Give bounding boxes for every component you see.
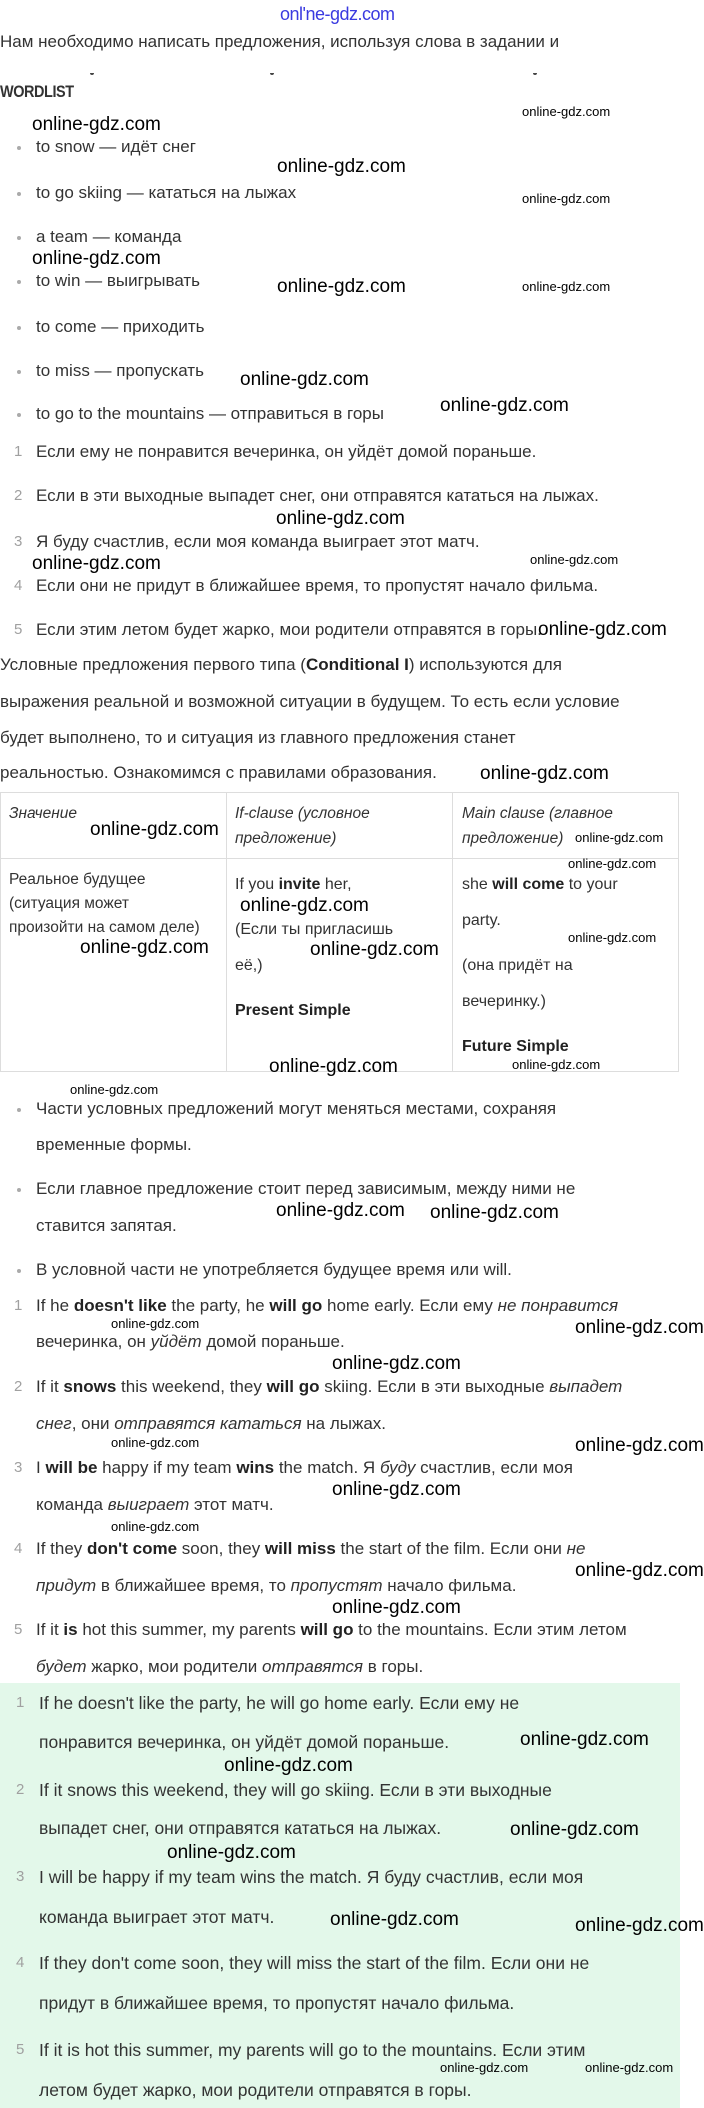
example-line — [36, 1576, 516, 1596]
watermark: online-gdz.com — [575, 1560, 704, 1581]
bold-text: is — [63, 1620, 78, 1639]
bullet-icon — [17, 146, 21, 150]
bold-text: don't come — [87, 1539, 178, 1558]
bold-text: will come — [492, 876, 565, 893]
example-line — [36, 1657, 423, 1677]
header-main-clause: Main clause (главное — [462, 805, 613, 822]
text-segment: If you — [235, 876, 279, 893]
watermark: online-gdz.com — [440, 395, 569, 416]
text-segment: skiing. Если в эти выходные — [319, 1377, 550, 1396]
cell-main-clause — [462, 1037, 569, 1057]
bullet-icon — [17, 192, 21, 196]
bullet-icon — [17, 1188, 21, 1192]
watermark: online-gdz.com — [80, 937, 209, 958]
watermark: online-gdz.com — [575, 1915, 704, 1936]
rule-item-line: В условной части не употребляется будущее время или will. — [36, 1260, 512, 1279]
text-segment: If it — [36, 1377, 64, 1396]
clipped-text — [270, 70, 274, 75]
text-segment: she — [462, 876, 493, 893]
text-segment: на лыжах. — [301, 1414, 387, 1433]
italic-text: не понравится — [497, 1296, 619, 1315]
text-segment: вечеринка, он — [36, 1332, 151, 1351]
watermark: online-gdz.com — [568, 856, 657, 871]
watermark-top: onl'ne-gdz.com — [280, 4, 395, 24]
italic-text: выиграет — [107, 1495, 190, 1514]
italic-text: не — [566, 1539, 586, 1558]
text-segment: party. — [462, 912, 501, 929]
translation-item: Я буду счастлив, если моя команда выиграет этот матч. — [36, 532, 480, 551]
item-number: 1 — [14, 443, 23, 460]
bold-text: invite — [278, 876, 321, 893]
answer-line: If he doesn't like the party, he will go home early. Если ему не — [39, 1693, 520, 1713]
italic-text: снег — [36, 1414, 72, 1433]
cell-main-clause — [462, 992, 546, 1012]
italic-text: будет — [36, 1657, 87, 1676]
text-segment: the match. Я — [274, 1458, 380, 1477]
cell-if-clause — [235, 956, 263, 976]
watermark: online-gdz.com — [240, 895, 369, 916]
text-segment: If it — [36, 1620, 64, 1639]
watermark: online-gdz.com — [111, 1435, 200, 1450]
item-number: 3 — [16, 1868, 25, 1885]
paragraph-line — [0, 655, 562, 675]
wordlist-heading: WORDLIST — [0, 82, 74, 101]
text-segment: If they — [36, 1539, 88, 1558]
text-segment: hot this summer, my parents — [77, 1620, 301, 1639]
watermark: online-gdz.com — [520, 1729, 649, 1750]
text-segment: this weekend, they — [116, 1377, 267, 1396]
wordlist-item: to go skiing — кататься на лыжах — [36, 183, 297, 202]
header-meaning: Значение — [9, 805, 78, 822]
example-line — [36, 1332, 345, 1352]
bold-text: wins — [236, 1458, 275, 1477]
watermark: online-gdz.com — [167, 1842, 296, 1863]
item-number: 1 — [16, 1694, 25, 1711]
example-line — [36, 1296, 618, 1316]
wordlist-item: to snow — идёт снег — [36, 137, 196, 156]
watermark: online-gdz.com — [240, 369, 369, 390]
cell-main-clause — [462, 911, 501, 931]
item-number: 5 — [16, 2041, 25, 2058]
clipped-text — [533, 70, 537, 75]
bold-text: Conditional I — [305, 655, 409, 674]
watermark: online-gdz.com — [510, 1819, 639, 1840]
bullet-icon — [17, 1269, 21, 1273]
italic-text: пропустят — [290, 1576, 383, 1595]
intro-text: Нам необходимо написать предложения, используя слова в задании и — [0, 32, 560, 51]
example-line — [36, 1377, 622, 1397]
watermark: online-gdz.com — [522, 191, 611, 206]
rule-item-line: Если главное предложение стоит перед зависимым, между ними не — [36, 1179, 576, 1198]
text-segment: to your — [564, 876, 618, 893]
bold-text: will go — [269, 1296, 323, 1315]
watermark: online-gdz.com — [585, 2060, 674, 2075]
watermark: online-gdz.com — [269, 1056, 398, 1077]
italic-text: отправятся кататься — [114, 1414, 302, 1433]
item-number: 4 — [16, 1954, 25, 1971]
item-number: 2 — [14, 487, 23, 504]
wordlist-item: to win — выигрывать — [36, 271, 201, 290]
header-if-clause: предложение) — [235, 830, 337, 847]
rule-item-line: Части условных предложений могут меняться местами, сохраняя — [36, 1099, 557, 1118]
watermark: online-gdz.com — [332, 1479, 461, 1500]
watermark: online-gdz.com — [332, 1353, 461, 1374]
paragraph-line — [0, 763, 437, 783]
clipped-text — [90, 70, 94, 75]
watermark: online-gdz.com — [430, 1202, 559, 1223]
watermark: online-gdz.com — [276, 508, 405, 529]
watermark: online-gdz.com — [575, 830, 664, 845]
watermark: online-gdz.com — [32, 553, 161, 574]
text-segment: Условные предложения первого типа ( — [0, 655, 306, 674]
text-segment: (Если ты пригласишь — [235, 921, 394, 938]
cell-meaning: Реальное будущее — [9, 871, 146, 888]
cell-meaning: (ситуация может — [9, 895, 129, 912]
translation-item: Если они не придут в ближайшее время, то пропустят начало фильма. — [36, 576, 599, 595]
item-number: 1 — [14, 1297, 23, 1314]
text-segment: If he — [36, 1296, 74, 1315]
item-number: 2 — [14, 1378, 23, 1395]
answer-line: I will be happy if my team wins the match. Я буду счастлив, если моя — [39, 1867, 584, 1887]
watermark: online-gdz.com — [512, 1057, 601, 1072]
bold-text: Present Simple — [235, 1002, 351, 1019]
bold-text: will miss — [264, 1539, 336, 1558]
watermark: online-gdz.com — [538, 619, 667, 640]
text-segment: этот матч. — [189, 1495, 274, 1514]
cell-if-clause — [235, 1001, 351, 1021]
answer-line: If it snows this weekend, they will go skiing. Если в эти выходные — [39, 1780, 552, 1800]
bullet-icon — [17, 236, 21, 240]
cell-if-clause — [235, 920, 393, 940]
example-line — [36, 1539, 585, 1559]
answer-line: понравится вечеринка, он уйдёт домой пораньше. — [39, 1732, 450, 1752]
text-segment: her, — [320, 876, 352, 893]
text-segment: жарко, мои родители — [86, 1657, 262, 1676]
example-line — [36, 1620, 627, 1640]
watermark: online-gdz.com — [330, 1909, 459, 1930]
example-line — [36, 1414, 386, 1434]
wordlist-item: a team — команда — [36, 227, 182, 246]
text-segment: the party, he — [166, 1296, 270, 1315]
example-line — [36, 1495, 274, 1515]
text-segment: happy if my team — [97, 1458, 237, 1477]
italic-text: буду — [379, 1458, 416, 1477]
watermark: online-gdz.com — [70, 1082, 159, 1097]
bullet-icon — [17, 1108, 21, 1112]
watermark: online-gdz.com — [277, 276, 406, 297]
watermark: online-gdz.com — [575, 1435, 704, 1456]
translation-item: Если ему не понравится вечеринка, он уйдёт домой пораньше. — [36, 442, 537, 461]
bold-text: will go — [266, 1377, 320, 1396]
text-segment: home early. Если ему — [322, 1296, 498, 1315]
answer-line: If they don't come soon, they will miss the start of the film. Если они не — [39, 1953, 590, 1973]
translation-item: Если этим летом будет жарко, мои родители отправятся в горы. — [36, 620, 542, 639]
text-segment: её,) — [235, 957, 263, 974]
header-if-clause: If-clause (условное — [235, 805, 370, 822]
answer-line: выпадет снег, они отправятся кататься на лыжах. — [39, 1818, 442, 1838]
text-segment: будет выполнено, то и ситуация из главного предложения станет — [0, 728, 516, 747]
watermark: online-gdz.com — [440, 2060, 529, 2075]
watermark: online-gdz.com — [32, 114, 161, 135]
column-divider — [226, 793, 227, 1071]
answer-line: команда выиграет этот матч. — [39, 1907, 275, 1927]
rule-item-line: временные формы. — [36, 1135, 192, 1154]
watermark: online-gdz.com — [575, 1317, 704, 1338]
italic-text: придут — [36, 1576, 97, 1595]
item-number: 4 — [14, 577, 23, 594]
answer-line: придут в ближайшее время, то пропустят начало фильма. — [39, 1993, 515, 2013]
bold-text: will go — [300, 1620, 354, 1639]
watermark: online-gdz.com — [111, 1519, 200, 1534]
paragraph-line — [0, 728, 515, 748]
cell-main-clause — [462, 956, 573, 976]
bold-text: will be — [45, 1458, 98, 1477]
cell-meaning: произойти на самом деле) — [9, 919, 200, 936]
answer-line: If it is hot this summer, my parents will go to the mountains. Если этим — [39, 2040, 586, 2060]
text-segment: вечеринку.) — [462, 993, 546, 1010]
header-main-clause: предложение) — [462, 830, 564, 847]
watermark: online-gdz.com — [530, 552, 619, 567]
italic-text: отправятся — [262, 1657, 364, 1676]
text-segment: ) используются для — [408, 655, 562, 674]
paragraph-line — [0, 692, 620, 712]
text-segment: выражения реальной и возможной ситуации в будущем. То есть если условие — [0, 692, 620, 711]
wordlist-item: to miss — пропускать — [36, 361, 204, 380]
text-segment: в горы. — [363, 1657, 424, 1676]
watermark: online-gdz.com — [277, 156, 406, 177]
watermark: online-gdz.com — [310, 939, 439, 960]
watermark: online-gdz.com — [522, 279, 611, 294]
example-line — [36, 1458, 573, 1478]
cell-main-clause — [462, 875, 618, 895]
watermark: online-gdz.com — [111, 1316, 200, 1331]
text-segment: , они — [71, 1414, 115, 1433]
text-segment: начало фильма. — [382, 1576, 517, 1595]
text-segment: в ближайшее время, то — [96, 1576, 291, 1595]
text-segment: soon, they — [177, 1539, 265, 1558]
cell-if-clause — [235, 875, 352, 895]
bold-text: snows — [63, 1377, 117, 1396]
column-divider — [452, 793, 453, 1071]
translation-item: Если в эти выходные выпадет снег, они отправятся кататься на лыжах. — [36, 486, 599, 505]
wordlist-item: to go to the mountains — отправиться в горы — [36, 404, 384, 423]
watermark: online-gdz.com — [224, 1755, 353, 1776]
item-number: 4 — [14, 1540, 23, 1557]
watermark: online-gdz.com — [276, 1200, 405, 1221]
text-segment: реальностью. Ознакомимся с правилами образования. — [0, 763, 437, 782]
text-segment: the start of the film. Если они — [335, 1539, 567, 1558]
item-number: 3 — [14, 533, 23, 550]
watermark: online-gdz.com — [522, 104, 611, 119]
watermark: online-gdz.com — [568, 930, 657, 945]
italic-text: выпадет — [549, 1377, 623, 1396]
item-number: 3 — [14, 1459, 23, 1476]
bullet-icon — [17, 370, 21, 374]
text-segment: I — [36, 1458, 46, 1477]
rule-item-line: ставится запятая. — [36, 1216, 177, 1235]
italic-text: уйдёт — [150, 1332, 202, 1351]
text-segment: команда — [36, 1495, 108, 1514]
watermark: online-gdz.com — [90, 819, 219, 840]
wordlist-item: to come — приходить — [36, 317, 205, 336]
item-number: 5 — [14, 1621, 23, 1638]
item-number: 5 — [14, 621, 23, 638]
watermark: online-gdz.com — [480, 763, 609, 784]
bold-text: Future Simple — [462, 1038, 569, 1055]
bullet-icon — [17, 280, 21, 284]
watermark: online-gdz.com — [32, 248, 161, 269]
text-segment: to the mountains. Если этим летом — [353, 1620, 627, 1639]
watermark: online-gdz.com — [332, 1597, 461, 1618]
answer-line: летом будет жарко, мои родители отправятся в горы. — [39, 2080, 472, 2100]
text-segment: домой пораньше. — [201, 1332, 345, 1351]
bullet-icon — [17, 413, 21, 417]
bold-text: doesn't like — [73, 1296, 167, 1315]
text-segment: счастлив, если моя — [415, 1458, 573, 1477]
bullet-icon — [17, 326, 21, 330]
item-number: 2 — [16, 1781, 25, 1798]
text-segment: (она придёт на — [462, 957, 573, 974]
